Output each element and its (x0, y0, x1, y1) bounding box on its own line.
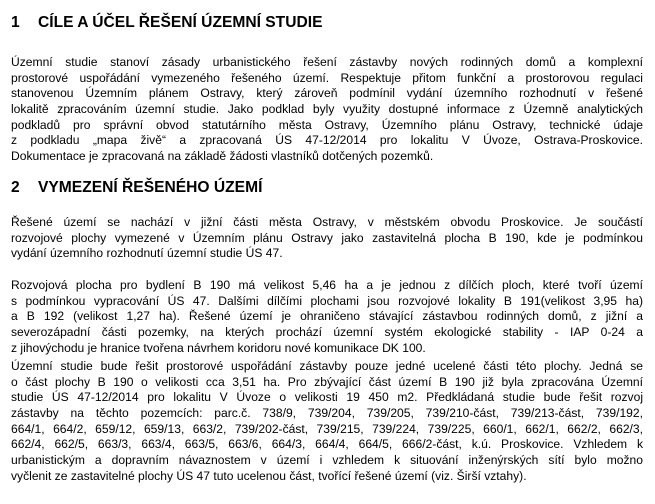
text-line: rozvojové plochy vymezené v Územním plánu Ostravy jako zastavitelná plocha B 190, kde je podmínkou (11, 230, 643, 245)
paragraph (11, 215, 643, 262)
text-line: lokalitě zpracováním územní studie. Jako podklad byly využity dostupné informace z Územně analytických (11, 102, 643, 117)
text-line: vyčlenit ze zastavitelné plochy ÚS 47 tuto ucelenou část, tvořící řešené území (viz. Širší vztahy). (11, 468, 527, 483)
section-title: VYMEZENÍ ŘEŠENÉHO ÚZEMÍ (38, 179, 263, 196)
text-line: studie ÚS 47-12/2014 pro lokalitu V Úvoze o velikosti 19 450 m2. Předkládaná studie bude řešit rozvoj (11, 390, 643, 405)
text-line: o část plochy B 190 o velikosti cca 3,51 ha. Pro zbývající část území B 190 již byla zpracována Územní (11, 374, 643, 389)
paragraph (11, 359, 643, 485)
text-line: vydání územního rozhodnutí územní studie ÚS 47. (11, 246, 283, 261)
section-title: CÍLE A ÚČEL ŘEŠENÍ ÚZEMNÍ STUDIE (38, 14, 323, 31)
text-line: Územní studie stanoví zásady urbanistického řešení zástavby nových rodinných domů a komplexní (11, 55, 643, 69)
text-line: z podkladu „mapa živě“ a zpracovaná ÚS 47-12/2014 pro lokalitu V Úvoze, Ostrava-Proskovice. (11, 133, 643, 148)
text-line: stanovenou Územním plánem Ostravy, který zároveň podmínil vydání územního rozhodnutí v řešené (11, 86, 643, 101)
text-line: 662/4, 662/5, 663/3, 663/4, 663/5, 663/6, 664/3, 664/4, 664/5, 666/2-část, k.ú. Proskovice. Vzhledem k (11, 437, 643, 452)
paragraph (11, 278, 643, 356)
text-line: z jihovýchodu je hranice tvořena návrhem koridoru nové komunikace DK 100. (11, 340, 426, 355)
text-line: 664/1, 664/2, 659/12, 659/13, 663/2, 739/202-část, 739/215, 739/224, 739/225, 660/1, 662/1, 662/2, 662/3, (11, 421, 643, 436)
text-line: severozápadní části pozemky, na kterých prochází územní systém ekologické stability - IAP 0-24 a (11, 325, 643, 340)
text-line: Řešené území se nachází v jižní části města Ostravy, v městském obvodu Proskovice. Je součástí (11, 215, 643, 229)
text-line: podkladů pro správní obvod statutárního města Ostravy, Územního plánu Ostravy, technické údaje (11, 117, 643, 132)
text-line: Dokumentace je zpracovaná na základě žádosti vlastníků dotčených pozemků. (11, 149, 434, 164)
text-line: Rozvojová plocha pro bydlení B 190 má velikost 5,46 ha a je jednou z dílčích ploch, které tvoří území (11, 278, 643, 292)
text-line: prostorové uspořádání vymezeného řešeného území. Respektuje přitom funkční a prostorovou regulaci (11, 70, 643, 85)
text-line: s podmínkou vypracování ÚS 47. Dalšími dílčími plochami jsou rozvojové lokality B 191(velikost 3,95 ha) (11, 293, 643, 308)
section-number: 2 (11, 179, 20, 196)
text-line: zástavby na těchto pozemcích: parc.č. 738/9, 739/204, 739/205, 739/210-část, 739/213-část, 739/192, (11, 406, 643, 421)
section-number: 1 (11, 14, 20, 31)
text-line: Územní studie bude řešit prostorové uspořádání zástavby pouze jedné ucelené části této plochy. Jedná se (11, 359, 643, 373)
section-heading-1 (11, 14, 322, 32)
text-line: urbanistickým a dopravním návaznostem v území i vzhledem k situování inženýrských sítí bylo možno (11, 453, 643, 468)
section-heading-2 (11, 179, 262, 197)
paragraph (11, 55, 643, 165)
text-line: a B 192 (velikost 1,27 ha). Řešené území je ohraničeno stávající zástavbou rodinných domů, z jižní a (11, 309, 643, 324)
